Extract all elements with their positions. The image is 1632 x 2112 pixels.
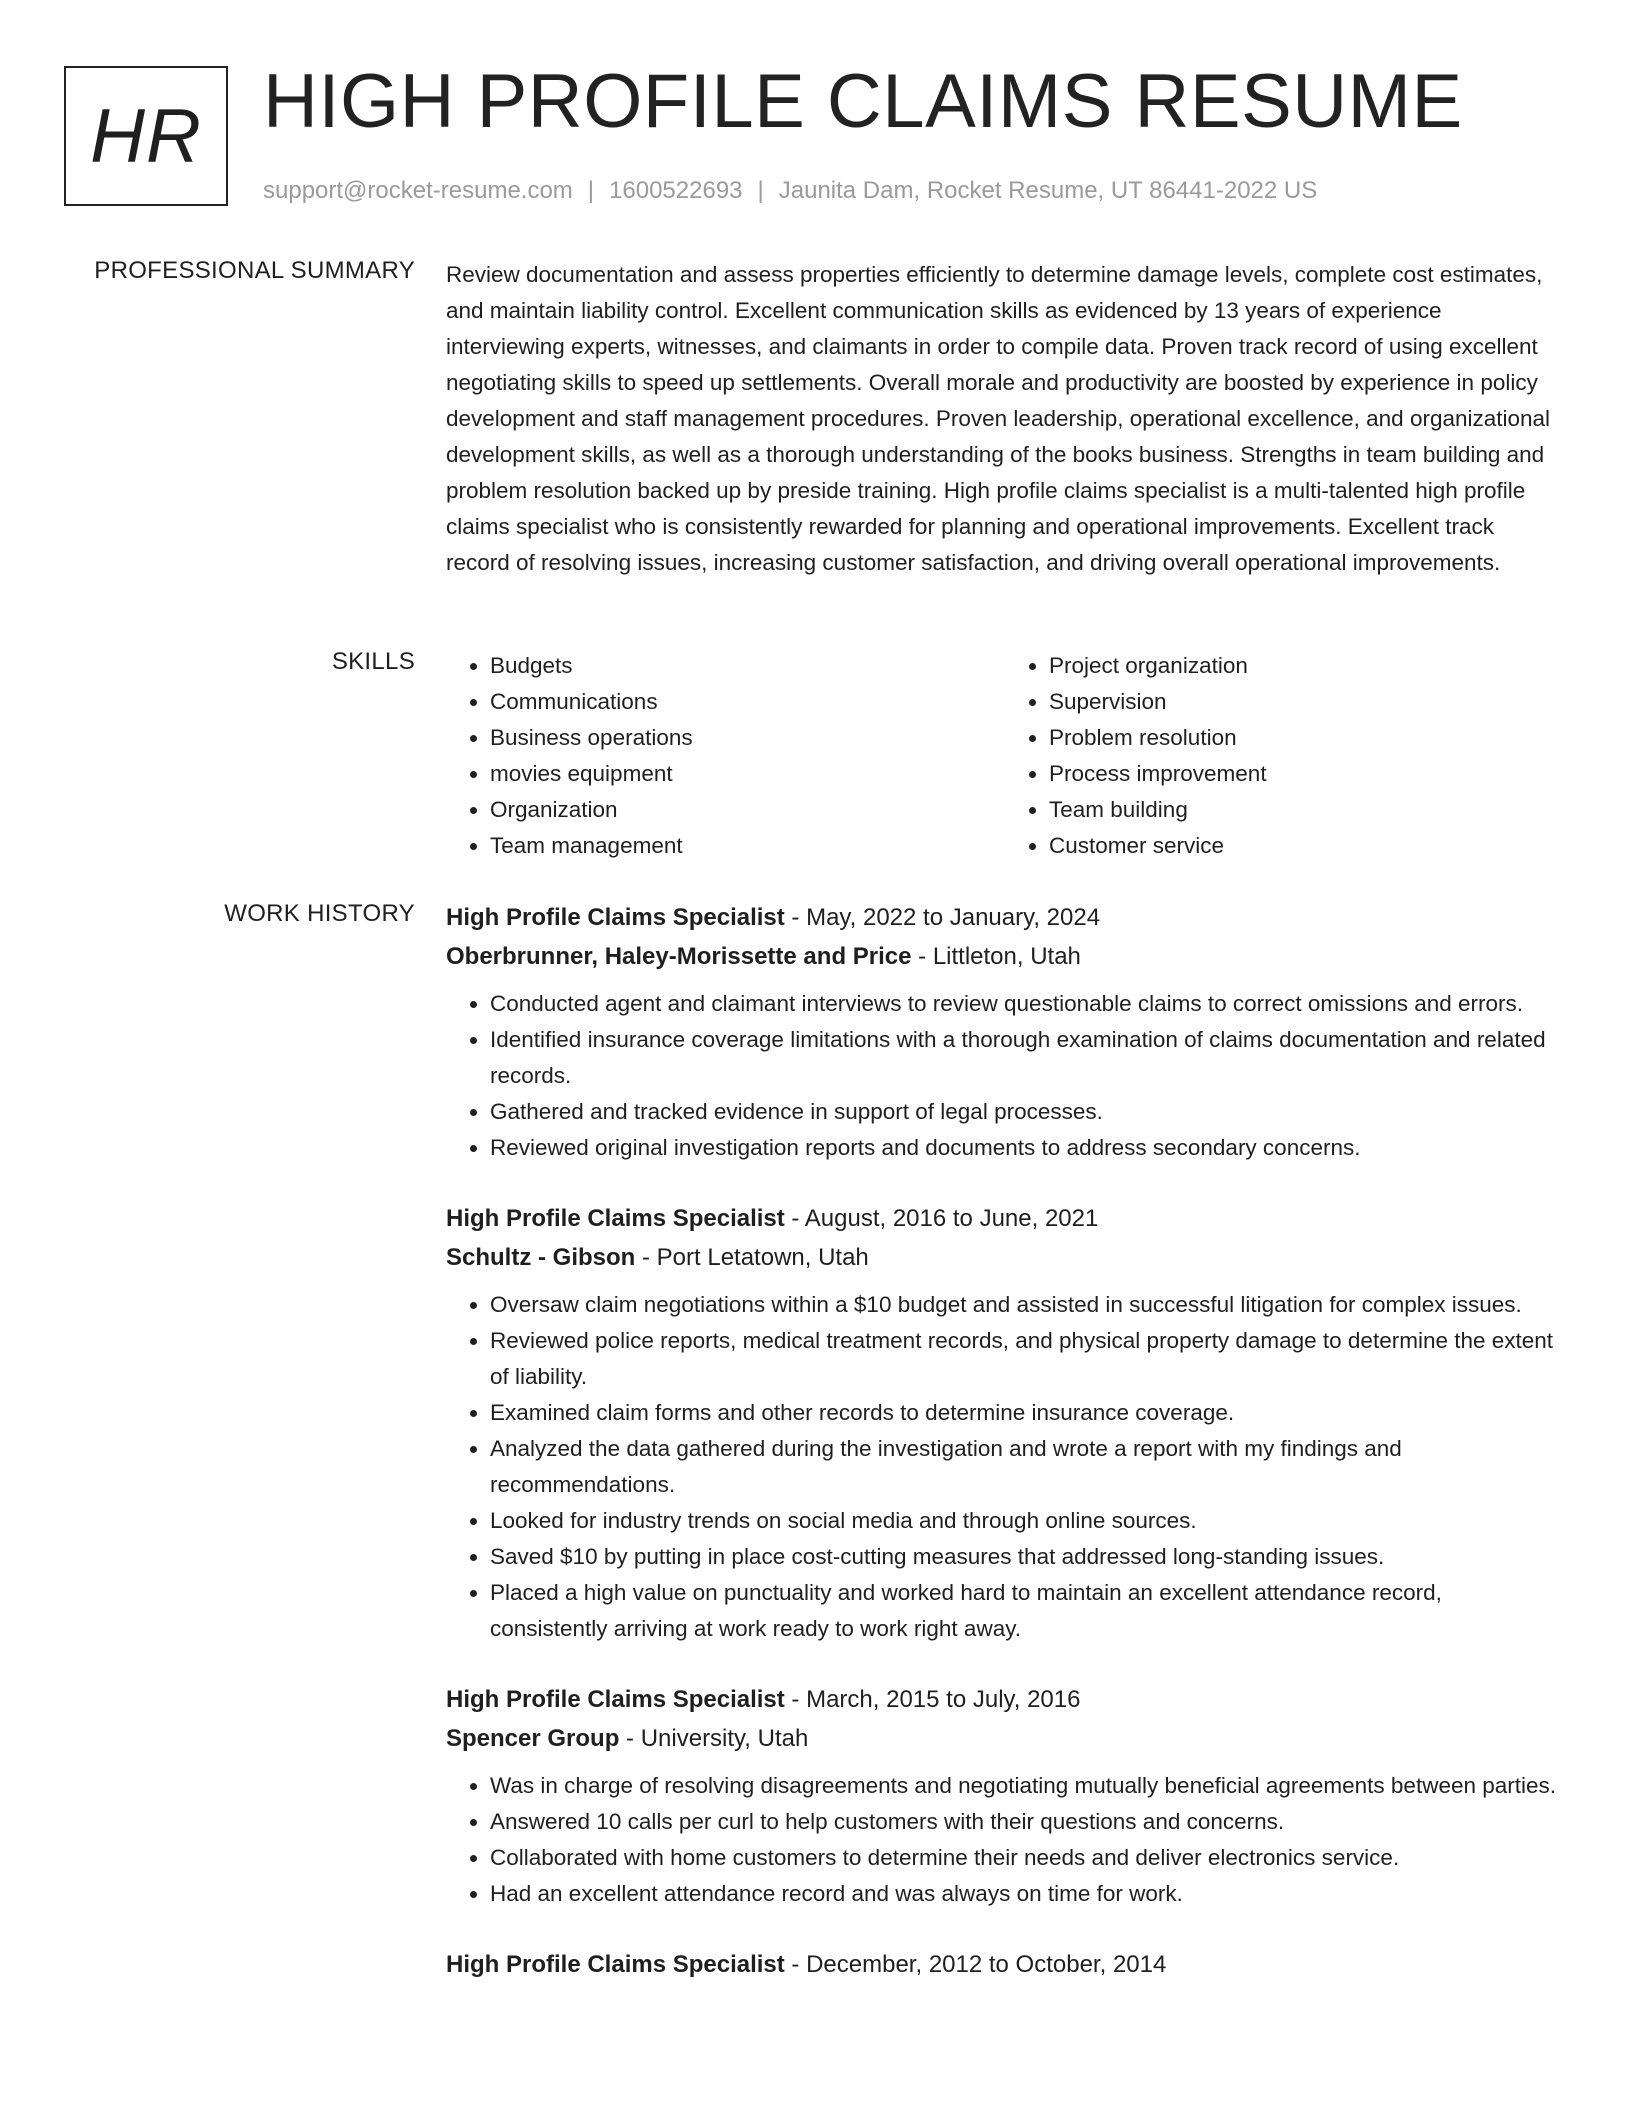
skill-item: • Team building xyxy=(1049,792,1564,828)
job-bullet: • Answered 10 calls per curl to help customers with their questions and concerns. xyxy=(490,1804,1564,1840)
skills-list-left xyxy=(446,648,1005,864)
job-bullet: • Looked for industry trends on social media and through online sources. xyxy=(490,1503,1564,1539)
job-bullet: • Was in charge of resolving disagreements and negotiating mutually beneficial agreements between parties. xyxy=(490,1768,1564,1804)
job-company-line xyxy=(446,1719,1564,1758)
work-history-heading: WORK HISTORY xyxy=(224,900,415,927)
job-bullet: • Had an excellent attendance record and was always on time for work. xyxy=(490,1876,1564,1912)
skill-item: • Organization xyxy=(490,792,1005,828)
job-bullet: • Reviewed original investigation reports and documents to address secondary concerns. xyxy=(490,1130,1564,1166)
skill-item: • Supervision xyxy=(1049,684,1564,720)
summary-heading: PROFESSIONAL SUMMARY xyxy=(94,257,415,284)
job-bullet: • Placed a high value on punctuality and worked hard to maintain an excellent attendance record, consistently arriving at work ready to work right away. xyxy=(490,1575,1564,1647)
skills-list-right xyxy=(1005,648,1564,864)
contact-line xyxy=(263,176,1317,206)
monogram-box xyxy=(64,66,228,206)
contact-address: Jaunita Dam, Rocket Resume, UT 86441-2022 US xyxy=(778,177,1318,204)
job-entry xyxy=(446,898,1564,1166)
job-location: - Port Letatown, Utah xyxy=(635,1244,869,1271)
job-bullet: • Examined claim forms and other records to determine insurance coverage. xyxy=(490,1395,1564,1431)
job-company: Schultz - Gibson xyxy=(446,1244,636,1271)
job-dates: - August, 2016 to June, 2021 xyxy=(784,1205,1099,1232)
job-company: Spencer Group xyxy=(446,1725,620,1752)
work-history-section xyxy=(446,898,1564,2004)
job-company-line xyxy=(446,937,1564,976)
job-bullet: • Conducted agent and claimant interviews to review questionable claims to correct omissions and errors. xyxy=(490,986,1564,1022)
summary-section xyxy=(446,257,1564,581)
job-bullet: • Saved $10 by putting in place cost-cutting measures that addressed long-standing issues. xyxy=(490,1539,1564,1575)
skills-section xyxy=(446,648,1564,864)
job-bullet: • Collaborated with home customers to determine their needs and deliver electronics service. xyxy=(490,1840,1564,1876)
job-location: - Littleton, Utah xyxy=(911,943,1081,970)
skill-item: • Business operations xyxy=(490,720,1005,756)
skill-item: • Problem resolution xyxy=(1049,720,1564,756)
job-location: - University, Utah xyxy=(619,1725,809,1752)
contact-email[interactable]: support@rocket-resume.com xyxy=(263,177,573,204)
skill-item: • Customer service xyxy=(1049,828,1564,864)
skill-item: • Process improvement xyxy=(1049,756,1564,792)
contact-separator: | xyxy=(757,177,764,204)
job-bullet: • Oversaw claim negotiations within a $10 budget and assisted in successful litigation for complex issues. xyxy=(490,1287,1564,1323)
job-bullets xyxy=(446,1768,1564,1912)
skills-heading: SKILLS xyxy=(331,648,415,675)
skill-item: • Budgets xyxy=(490,648,1005,684)
summary-text: Review documentation and assess properties efficiently to determine damage levels, complete cost estimates, and maintain liability control. Excellent communication skills as evidenced by 13 years of experience interviewing experts, witnesses, and claimants in order to compile data. Proven track record of using excellent negotiating skills to speed up settlements. Overall morale and productivity are boosted by experience in policy development and staff management procedures. Proven leadership, operational excellence, and organizational development skills, as well as a thorough understanding of the books business. Strengths in team building and problem resolution backed up by preside training. High profile claims specialist is a multi-talented high profile claims specialist who is consistently rewarded for planning and operational improvements. Excellent track record of resolving issues, increasing customer satisfaction, and driving overall operational improvements. xyxy=(446,262,1551,575)
job-bullet: • Gathered and tracked evidence in support of legal processes. xyxy=(490,1094,1564,1130)
job-entry xyxy=(446,1945,1564,1984)
job-company: Oberbrunner, Haley-Morissette and Price xyxy=(446,943,912,970)
skill-item: • movies equipment xyxy=(490,756,1005,792)
monogram-initials: HR xyxy=(90,93,202,179)
job-entry xyxy=(446,1199,1564,1647)
skills-grid xyxy=(446,648,1564,864)
job-dates: - March, 2015 to July, 2016 xyxy=(784,1686,1081,1713)
job-bullets xyxy=(446,1287,1564,1647)
job-title: High Profile Claims Specialist xyxy=(446,1205,785,1232)
job-entry xyxy=(446,1680,1564,1912)
job-title: High Profile Claims Specialist xyxy=(446,1951,785,1978)
skill-item: • Project organization xyxy=(1049,648,1564,684)
job-title: High Profile Claims Specialist xyxy=(446,904,785,931)
job-title-line xyxy=(446,1945,1564,1984)
skill-item: • Communications xyxy=(490,684,1005,720)
job-bullet: • Reviewed police reports, medical treatment records, and physical property damage to determine the extent of liability. xyxy=(490,1323,1564,1395)
job-bullets xyxy=(446,986,1564,1166)
job-bullet: • Identified insurance coverage limitations with a thorough examination of claims documentation and related records. xyxy=(490,1022,1564,1094)
job-title-line xyxy=(446,1680,1564,1719)
skill-item: • Team management xyxy=(490,828,1005,864)
job-company-line xyxy=(446,1238,1564,1277)
job-title-line xyxy=(446,1199,1564,1238)
job-title-line xyxy=(446,898,1564,937)
resume-title: HIGH PROFILE CLAIMS RESUME xyxy=(263,59,1463,144)
job-title: High Profile Claims Specialist xyxy=(446,1686,785,1713)
contact-phone[interactable]: 1600522693 xyxy=(609,177,743,204)
contact-separator: | xyxy=(587,177,595,204)
job-dates: - May, 2022 to January, 2024 xyxy=(784,904,1101,931)
job-bullet: • Analyzed the data gathered during the investigation and wrote a report with my findings and recommendations. xyxy=(490,1431,1564,1503)
job-dates: - December, 2012 to October, 2014 xyxy=(784,1951,1167,1978)
